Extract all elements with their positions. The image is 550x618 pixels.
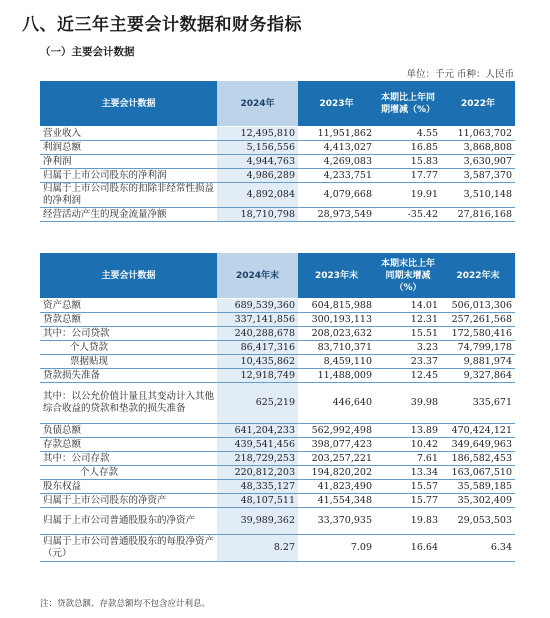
value-2023: 4,233,751 — [298, 169, 375, 183]
header-item: 主要会计数据 — [40, 253, 217, 299]
value-change: 10.42 — [375, 438, 441, 452]
value-2023: 7.09 — [298, 535, 375, 562]
row-label: 其中：以公允价值计量且其变动计入其他综合收益的贷款和垫款的损失准备 — [40, 383, 217, 424]
value-2023: 83,710,371 — [298, 341, 375, 355]
value-change: 16.64 — [375, 535, 441, 562]
row-label: 净利润 — [40, 155, 217, 169]
table-row — [40, 313, 515, 327]
table-row — [40, 480, 515, 494]
value-2024: 689,539,360 — [217, 299, 298, 313]
row-label: 利润总额 — [40, 141, 217, 155]
value-2024: 218,729,253 — [217, 452, 298, 466]
value-2023: 4,269,083 — [298, 155, 375, 169]
table-row — [40, 508, 515, 535]
footnote: 注：贷款总额、存款总额均不包含应计利息。 — [40, 599, 211, 609]
value-2022: 11,063,702 — [441, 127, 515, 141]
section-title: 八、近三年主要会计数据和财务指标 — [22, 15, 302, 35]
value-2022: 9,327,864 — [441, 369, 515, 383]
value-2023: 41,554,348 — [298, 494, 375, 508]
header-change: 本期末比上年同期末增减（%） — [375, 253, 441, 299]
row-label: 归属于上市公司普通股股东的净资产 — [40, 508, 217, 535]
value-2023: 398,077,423 — [298, 438, 375, 452]
value-change: 15.51 — [375, 327, 441, 341]
header-2023-end: 2023年末 — [298, 253, 375, 299]
value-change: 3.23 — [375, 341, 441, 355]
value-change: 19.91 — [375, 183, 441, 208]
value-2022: 163,067,510 — [441, 466, 515, 480]
table-row — [40, 183, 515, 208]
value-2023: 604,815,988 — [298, 299, 375, 313]
value-2024: 12,918,749 — [217, 369, 298, 383]
value-2022: 349,649,963 — [441, 438, 515, 452]
value-2023: 208,023,632 — [298, 327, 375, 341]
value-2024: 240,288,678 — [217, 327, 298, 341]
table-row — [40, 535, 515, 562]
row-label: 票据贴现 — [40, 355, 217, 369]
header-2024-end: 2024年末 — [217, 253, 298, 299]
value-2024: 4,944,763 — [217, 155, 298, 169]
value-2024: 39,989,362 — [217, 508, 298, 535]
table-row — [40, 452, 515, 466]
value-2022: 3,868,808 — [441, 141, 515, 155]
value-change: 17.77 — [375, 169, 441, 183]
value-2023: 300,193,113 — [298, 313, 375, 327]
value-2024: 625,219 — [217, 383, 298, 424]
table-row — [40, 438, 515, 452]
row-label: 营业收入 — [40, 127, 217, 141]
value-2022: 3,510,148 — [441, 183, 515, 208]
value-change: 12.31 — [375, 313, 441, 327]
row-label: 存款总额 — [40, 438, 217, 452]
row-label: 负债总额 — [40, 424, 217, 438]
value-2024: 86,417,316 — [217, 341, 298, 355]
value-change: 12.45 — [375, 369, 441, 383]
row-label: 归属于上市公司普通股股东的每股净资产（元） — [40, 535, 217, 562]
row-label: 股东权益 — [40, 480, 217, 494]
unit-note: 单位：千元 币种：人民币 — [406, 69, 514, 80]
value-2023: 4,079,668 — [298, 183, 375, 208]
value-2022: 74,799,178 — [441, 341, 515, 355]
value-change: 19.83 — [375, 508, 441, 535]
value-2023: 28,973,549 — [298, 208, 375, 222]
value-2022: 35,589,185 — [441, 480, 515, 494]
header-2022: 2022年 — [441, 81, 515, 127]
table-row — [40, 424, 515, 438]
value-2024: 48,335,127 — [217, 480, 298, 494]
value-2023: 11,951,862 — [298, 127, 375, 141]
value-2024: 12,495,810 — [217, 127, 298, 141]
row-label: 贷款损失准备 — [40, 369, 217, 383]
value-2024: 641,204,233 — [217, 424, 298, 438]
value-2022: 6.34 — [441, 535, 515, 562]
value-change: 13.89 — [375, 424, 441, 438]
value-2023: 562,992,498 — [298, 424, 375, 438]
table-row — [40, 169, 515, 183]
table-row — [40, 369, 515, 383]
value-2024: 8.27 — [217, 535, 298, 562]
row-label: 贷款总额 — [40, 313, 217, 327]
value-2024: 337,141,856 — [217, 313, 298, 327]
value-2024: 4,986,289 — [217, 169, 298, 183]
value-2024: 439,541,456 — [217, 438, 298, 452]
value-2023: 203,257,221 — [298, 452, 375, 466]
table-row — [40, 341, 515, 355]
sub-title: （一）主要会计数据 — [40, 46, 135, 58]
row-label: 归属于上市公司股东的扣除非经常性损益的净利润 — [40, 183, 217, 208]
value-2022: 470,424,121 — [441, 424, 515, 438]
table-row — [40, 155, 515, 169]
header-2022-end: 2022年末 — [441, 253, 515, 299]
row-label: 归属于上市公司股东的净利润 — [40, 169, 217, 183]
value-change: -35.42 — [375, 208, 441, 222]
table-row — [40, 466, 515, 480]
table-row — [40, 355, 515, 369]
value-2023: 446,640 — [298, 383, 375, 424]
table-header-row — [40, 253, 515, 299]
table-row — [40, 383, 515, 424]
value-2022: 35,302,409 — [441, 494, 515, 508]
value-2023: 194,820,202 — [298, 466, 375, 480]
value-2023: 33,370,935 — [298, 508, 375, 535]
value-2022: 257,261,568 — [441, 313, 515, 327]
value-2022: 3,587,370 — [441, 169, 515, 183]
table-row — [40, 327, 515, 341]
value-change: 13.34 — [375, 466, 441, 480]
accounting-data-table-period-end — [40, 253, 515, 562]
value-2024: 10,435,862 — [217, 355, 298, 369]
table-row — [40, 127, 515, 141]
value-2022: 29,053,503 — [441, 508, 515, 535]
row-label: 个人存款 — [40, 466, 217, 480]
value-change: 7.61 — [375, 452, 441, 466]
value-2023: 4,413,027 — [298, 141, 375, 155]
table-row — [40, 208, 515, 222]
value-2022: 3,630,907 — [441, 155, 515, 169]
header-2023: 2023年 — [298, 81, 375, 127]
value-2023: 11,488,009 — [298, 369, 375, 383]
value-change: 15.57 — [375, 480, 441, 494]
row-label: 经营活动产生的现金流量净额 — [40, 208, 217, 222]
header-item: 主要会计数据 — [40, 81, 217, 127]
value-change: 15.77 — [375, 494, 441, 508]
value-change: 23.37 — [375, 355, 441, 369]
accounting-data-table-annual — [40, 81, 515, 222]
value-change: 4.55 — [375, 127, 441, 141]
value-2023: 41,823,490 — [298, 480, 375, 494]
value-change: 16.85 — [375, 141, 441, 155]
value-2022: 9,881,974 — [441, 355, 515, 369]
value-2024: 18,710,798 — [217, 208, 298, 222]
table-row — [40, 494, 515, 508]
header-change: 本期比上年同期增减（%） — [375, 81, 441, 127]
row-label: 归属于上市公司股东的净资产 — [40, 494, 217, 508]
table-row — [40, 299, 515, 313]
value-2022: 172,580,416 — [441, 327, 515, 341]
value-2024: 220,812,203 — [217, 466, 298, 480]
table-row — [40, 141, 515, 155]
row-label: 其中：公司存款 — [40, 452, 217, 466]
row-label: 资产总额 — [40, 299, 217, 313]
row-label: 个人贷款 — [40, 341, 217, 355]
value-2022: 506,013,306 — [441, 299, 515, 313]
value-2024: 48,107,511 — [217, 494, 298, 508]
value-2023: 8,459,110 — [298, 355, 375, 369]
value-2022: 335,671 — [441, 383, 515, 424]
header-2024: 2024年 — [217, 81, 298, 127]
value-change: 39.98 — [375, 383, 441, 424]
row-label: 其中：公司贷款 — [40, 327, 217, 341]
value-2024: 4,892,084 — [217, 183, 298, 208]
value-2022: 186,582,453 — [441, 452, 515, 466]
value-change: 14.01 — [375, 299, 441, 313]
table-header-row — [40, 81, 515, 127]
value-2022: 27,816,168 — [441, 208, 515, 222]
value-2024: 5,156,556 — [217, 141, 298, 155]
value-change: 15.83 — [375, 155, 441, 169]
